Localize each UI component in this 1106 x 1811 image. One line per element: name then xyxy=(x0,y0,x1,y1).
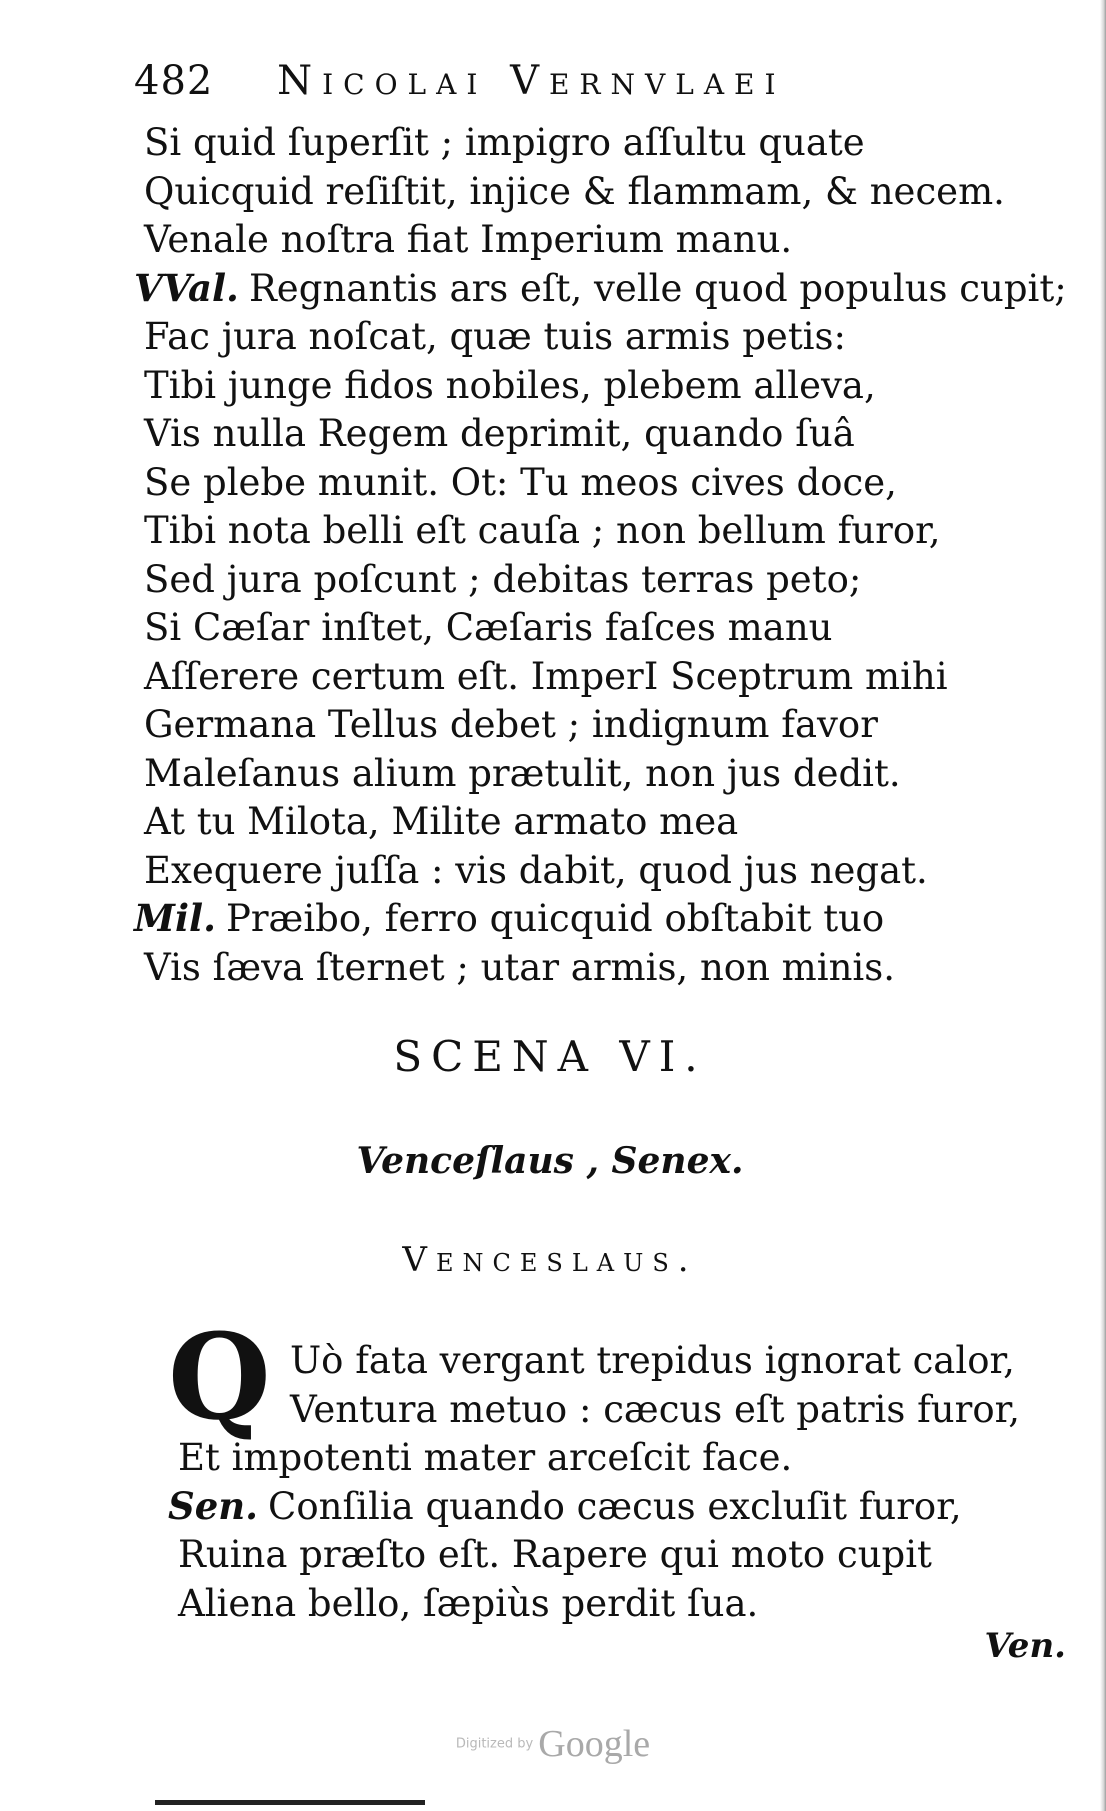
verse-text: At tu Milota, Milite armato mea xyxy=(144,800,739,843)
verse-line xyxy=(134,264,1074,313)
verse-line xyxy=(168,1482,1068,1531)
dramatis-personae: Venceſlaus , Senex. xyxy=(356,1140,744,1182)
verse-text: Regnantis ars eſt, velle quod populus cupit; xyxy=(248,266,1067,310)
verse-line xyxy=(168,1579,1068,1628)
verse-text: Sed jura poſcunt ; debitas terras peto; xyxy=(144,557,862,601)
speaker-label: VVal. xyxy=(134,265,239,310)
verse-line xyxy=(134,894,1074,943)
verse-line xyxy=(134,167,1074,216)
page-edge-shadow xyxy=(1100,0,1106,1811)
speaker-label: Mil. xyxy=(134,896,216,940)
verse-text: Exequere juſſa : vis dabit, quod jus negat. xyxy=(144,848,928,892)
verse-line xyxy=(168,1336,1068,1385)
verse-text: Tibi nota belli eſt cauſa ; non bellum furor, xyxy=(144,509,941,552)
verse-line xyxy=(134,506,1074,555)
verse-text: Conſilia quando cæcus excluſit furor, xyxy=(268,1484,962,1528)
verse-line xyxy=(134,846,1074,895)
speaker-heading: Venceslaus. xyxy=(402,1240,698,1280)
verse-text: Si Cæſar inſtet, Cæſaris faſces manu xyxy=(144,606,833,649)
bottom-rule xyxy=(155,1800,425,1805)
digitized-watermark xyxy=(0,1722,1106,1766)
verse-line xyxy=(134,797,1074,846)
verse-block-top xyxy=(134,118,1074,991)
running-header xyxy=(134,58,786,104)
verse-text: Uò fata vergant trepidus ignorat calor, xyxy=(290,1339,1015,1382)
verse-line xyxy=(134,361,1074,410)
verse-text: Fac jura noſcat, quæ tuis armis petis: xyxy=(144,315,846,358)
verse-block-bottom xyxy=(168,1336,1068,1627)
verse-text: Germana Tellus debet ; indignum favor xyxy=(144,703,878,746)
verse-line xyxy=(134,943,1074,992)
verse-line xyxy=(134,700,1074,749)
verse-line xyxy=(168,1433,1068,1482)
verse-text: Quicquid reſiſtit, injice & flammam, & necem. xyxy=(144,169,1005,213)
verse-line xyxy=(134,118,1074,167)
verse-text: Ventura metuo : cæcus eſt patris furor, xyxy=(290,1387,1020,1431)
catchword: Ven. xyxy=(984,1626,1066,1666)
verse-text: Vis nulla Regem deprimit, quando ſuâ xyxy=(144,412,855,455)
verse-line xyxy=(134,312,1074,361)
verse-text: Aliena bello, ſæpiùs perdit ſua. xyxy=(178,1581,759,1625)
verse-text: Ruina præſto eſt. Rapere qui moto cupit xyxy=(178,1533,932,1576)
page-number: 482 xyxy=(134,58,214,104)
verse-line xyxy=(168,1385,1068,1434)
verse-text: Tibi junge fidos nobiles, plebem alleva, xyxy=(144,363,876,407)
verse-text: Aſſerere certum eſt. ImperI Sceptrum mihi xyxy=(144,654,948,698)
drop-cap: Q xyxy=(168,1307,271,1446)
speaker-label: Sen. xyxy=(168,1483,259,1528)
verse-text: Et impotenti mater arceſcit face. xyxy=(178,1436,793,1479)
verse-line xyxy=(134,652,1074,701)
watermark-prefix: Digitized by xyxy=(455,1736,534,1752)
verse-text: Venale noſtra fiat Imperium manu. xyxy=(144,218,793,261)
verse-text: Maleſanus alium prætulit, non jus dedit. xyxy=(144,751,901,795)
verse-text: Vis ſæva ſternet ; utar armis, non minis. xyxy=(144,945,895,989)
verse-text: Præibo, ferro quicquid obſtabit tuo xyxy=(225,897,885,940)
verse-line xyxy=(134,555,1074,604)
verse-line xyxy=(168,1530,1068,1579)
verse-line xyxy=(134,409,1074,458)
running-title: Nicolai Vernvlaei xyxy=(277,58,786,104)
verse-line xyxy=(134,749,1074,798)
verse-line xyxy=(134,458,1074,507)
verse-text: Si quid ſuperſit ; impigro aſſultu quate xyxy=(144,121,865,164)
verse-line xyxy=(134,603,1074,652)
scene-title: SCENA VI. xyxy=(393,1032,707,1081)
watermark-brand: Google xyxy=(538,1723,651,1765)
verse-line xyxy=(134,215,1074,264)
verse-text: Se plebe munit. Ot: Tu meos cives doce, xyxy=(144,460,897,504)
